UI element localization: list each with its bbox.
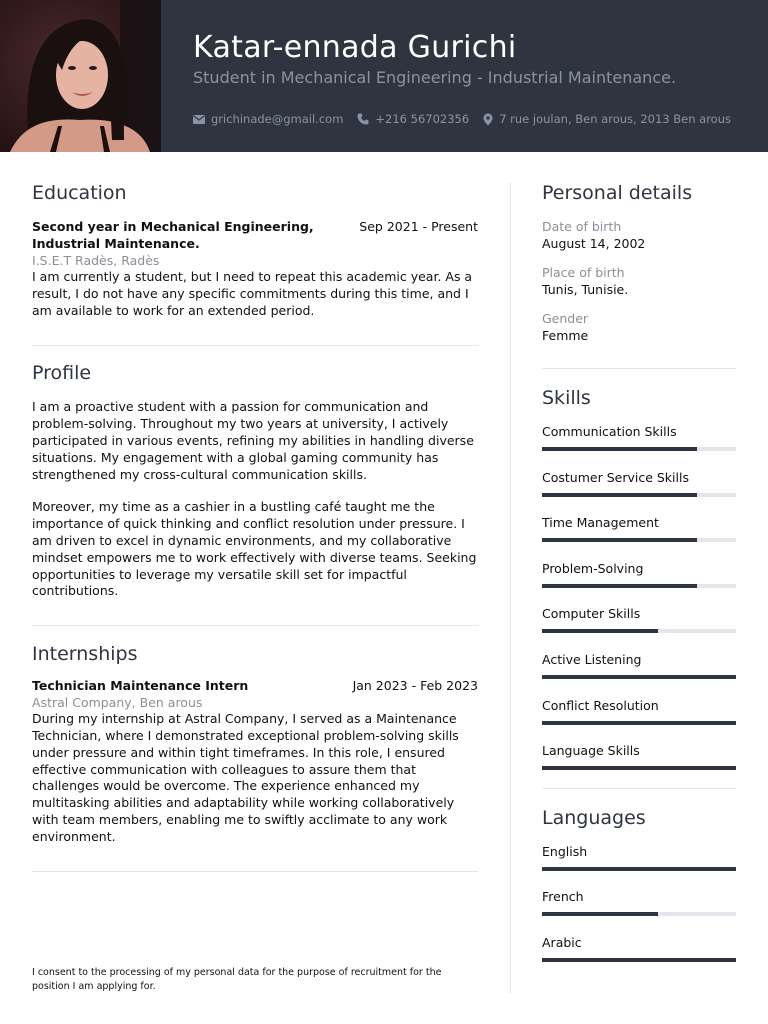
education-section bbox=[32, 182, 478, 319]
language-item bbox=[542, 843, 736, 889]
contact-address bbox=[483, 112, 731, 126]
detail-item bbox=[542, 218, 736, 252]
skill-name: Computer Skills bbox=[542, 606, 641, 622]
skill-item bbox=[542, 697, 736, 743]
sidebar-column bbox=[542, 180, 736, 980]
skill-name: Conflict Resolution bbox=[542, 697, 659, 713]
skill-level-fill bbox=[542, 493, 697, 497]
section-divider bbox=[32, 625, 478, 626]
email-text: grichinade@gmail.com bbox=[211, 112, 344, 126]
candidate-headline: Student in Mechanical Engineering - Industrial Maintenance. bbox=[193, 68, 677, 87]
education-degree: Second year in Mechanical Engineering, Industrial Maintenance. bbox=[32, 219, 314, 251]
column-divider bbox=[510, 182, 511, 994]
section-divider bbox=[542, 368, 736, 369]
detail-label: Place of birth bbox=[542, 265, 625, 280]
skill-item bbox=[542, 560, 736, 606]
candidate-name: Katar-ennada Gurichi bbox=[193, 30, 517, 65]
internship-description: During my internship at Astral Company, I served as a Maintenance Technician, where I demonstrated exceptional problem-solving skills under pressure and within tight timeframes. In this role, I ensured effective communication with colleagues to assure them that challenges would be overcome. The experience enhanced my multitasking abilities and adaptability while working collaboratively with team members, enabling me to swiftly acclimate to any work environment. bbox=[32, 711, 459, 844]
language-item bbox=[542, 934, 736, 980]
internships-section bbox=[32, 643, 478, 845]
internship-role: Technician Maintenance Intern bbox=[32, 678, 249, 694]
language-level-track bbox=[542, 912, 736, 916]
languages-list bbox=[542, 843, 736, 980]
language-level-track bbox=[542, 958, 736, 962]
location-pin-icon bbox=[483, 113, 493, 126]
section-title-internships: Internships bbox=[32, 643, 138, 666]
contact-info bbox=[193, 112, 745, 126]
internship-date: Jan 2023 - Feb 2023 bbox=[352, 678, 478, 694]
section-title-skills: Skills bbox=[542, 387, 591, 409]
language-item bbox=[542, 888, 736, 934]
skill-level-track bbox=[542, 721, 736, 725]
section-title-languages: Languages bbox=[542, 806, 646, 829]
internship-company: Astral Company, Ben arous bbox=[32, 695, 203, 711]
education-date: Sep 2021 - Present bbox=[359, 219, 478, 234]
skill-level-track bbox=[542, 675, 736, 679]
education-entry-header bbox=[32, 218, 478, 252]
section-divider bbox=[32, 871, 478, 872]
phone-text: +216 56702356 bbox=[375, 112, 470, 126]
skill-level-fill bbox=[542, 538, 697, 542]
languages-section bbox=[542, 807, 736, 980]
skill-level-fill bbox=[542, 675, 736, 679]
skill-item bbox=[542, 742, 736, 788]
skill-item bbox=[542, 605, 736, 651]
skills-section bbox=[542, 387, 736, 788]
section-title-education: Education bbox=[32, 182, 127, 204]
skill-item bbox=[542, 651, 736, 697]
envelope-icon bbox=[193, 115, 205, 124]
language-name: Arabic bbox=[542, 934, 582, 950]
profile-section bbox=[32, 362, 478, 600]
consent-statement: I consent to the processing of my personal data for the purpose of recruitment for the position I am applying for. bbox=[32, 967, 442, 992]
education-school: I.S.E.T Radès, Radès bbox=[32, 253, 160, 268]
skill-name: Costumer Service Skills bbox=[542, 469, 689, 485]
profile-paragraph: Moreover, my time as a cashier in a bustling café taught me the importance of quick thinking and conflict resolution under pressure. I am driven to excel in dynamic environments, and my collaborative mindset empowers me to work effectively with diverse teams. Seeking opportunities to leverage my versatile skill set for impactful contributions. bbox=[32, 499, 477, 599]
contact-phone[interactable] bbox=[357, 112, 469, 126]
skill-level-fill bbox=[542, 766, 736, 770]
skill-level-track bbox=[542, 629, 736, 633]
language-name: English bbox=[542, 843, 588, 859]
skill-name: Language Skills bbox=[542, 743, 640, 759]
language-level-track bbox=[542, 867, 736, 871]
skill-level-track bbox=[542, 447, 736, 451]
profile-paragraph: I am a proactive student with a passion for communication and problem-solving. Throughout my two years at university, I actively participated in various events, refining my abilities in handling diverse situations. My engagement with a global gaming community has strengthened my cross-cultural communication skills. bbox=[32, 399, 474, 482]
skill-level-track bbox=[542, 766, 736, 770]
skill-name: Active Listening bbox=[542, 651, 642, 667]
skill-level-track bbox=[542, 493, 736, 497]
skill-level-fill bbox=[542, 584, 697, 588]
skill-name: Communication Skills bbox=[542, 424, 677, 439]
detail-value: Femme bbox=[542, 328, 589, 343]
detail-value: August 14, 2002 bbox=[542, 236, 646, 251]
skill-level-fill bbox=[542, 629, 658, 633]
skill-level-fill bbox=[542, 721, 736, 725]
skill-level-track bbox=[542, 584, 736, 588]
skill-item bbox=[542, 423, 736, 469]
section-divider bbox=[32, 345, 478, 346]
section-divider bbox=[542, 788, 736, 789]
contact-email[interactable] bbox=[193, 112, 343, 126]
skill-name: Time Management bbox=[542, 515, 659, 531]
section-title-profile: Profile bbox=[32, 362, 92, 385]
skill-item bbox=[542, 514, 736, 560]
language-level-fill bbox=[542, 867, 736, 871]
resume-header bbox=[0, 0, 768, 152]
section-title-personal-details: Personal details bbox=[542, 182, 693, 204]
education-description: I am currently a student, but I need to repeat this academic year. As a result, I do not have any specific commitments during this time, and I am available to work for an extended period. bbox=[32, 269, 473, 318]
main-column bbox=[32, 180, 478, 872]
skill-level-track bbox=[542, 538, 736, 542]
skill-level-fill bbox=[542, 447, 697, 451]
internship-entry-header bbox=[32, 677, 478, 694]
language-name: French bbox=[542, 889, 584, 905]
detail-label: Gender bbox=[542, 311, 589, 326]
skill-item bbox=[542, 469, 736, 515]
detail-item bbox=[542, 310, 736, 344]
detail-label: Date of birth bbox=[542, 219, 622, 234]
detail-value: Tunis, Tunisie. bbox=[542, 282, 629, 297]
profile-photo bbox=[0, 0, 161, 152]
personal-details-section bbox=[542, 182, 736, 344]
skills-list bbox=[542, 423, 736, 788]
address-text: 7 rue joulan, Ben arous, 2013 Ben arous bbox=[499, 112, 731, 126]
phone-icon bbox=[357, 113, 369, 125]
detail-item bbox=[542, 264, 736, 298]
language-level-fill bbox=[542, 958, 736, 962]
language-level-fill bbox=[542, 912, 658, 916]
skill-name: Problem-Solving bbox=[542, 560, 644, 576]
